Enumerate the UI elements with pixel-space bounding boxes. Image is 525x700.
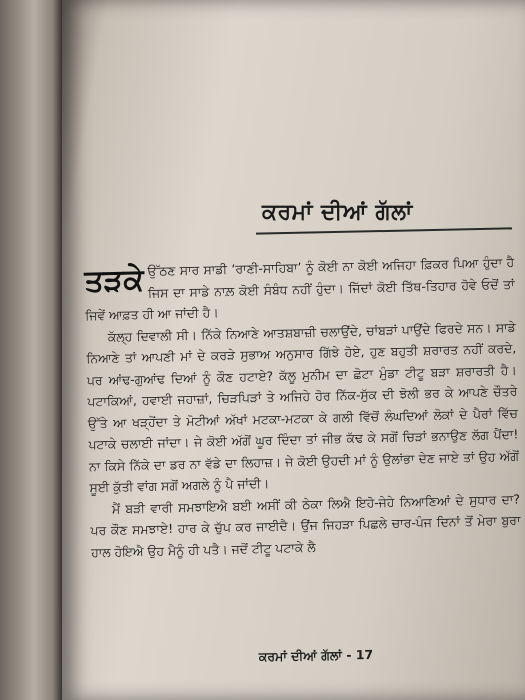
body-text <box>84 251 521 562</box>
paragraph-1 <box>84 251 515 326</box>
page-footer: ਕਰਮਾਂ ਦੀਆਂ ਗੱਲਾਂ - 17 <box>258 647 374 664</box>
chapter-title: ਕਰਮਾਂ ਦੀਆਂ ਗੱਲਾਂ <box>262 200 413 225</box>
paragraph-2: ਕੱਲ੍ਹ ਦਿਵਾਲੀ ਸੀ। ਨਿੱਕੇ ਨਿਆਣੇ ਆਤਸ਼ਬਾਜ਼ੀ ਚਲਾਉਂਦੇ, ਚਾਂਬੜਾਂ ਪਾਉਂਦੇ ਫਿਰਦੇ ਸਨ। ਸਾਡੇ ਨਿਆਣੇ ਤਾਂ ਆਪਣੀ ਮਾਂ ਦੇ ਕਰੜੇ ਸੁਭਾਅ ਅਨੁਸਾਰ ਗਿੱਝੇ ਹੋਏ, ਹੁਣ ਬਹੁਤੀ ਸ਼ਰਾਰਤ ਨਹੀਂ ਕਰਦੇ, ਪਰ ਆਂਢ-ਗੁਆਂਢ ਦਿਆਂ ਨੂੰ ਕੌਣ ਹਟਾਏ? ਕੱਲੂ ਮੁਨੀਮ ਦਾ ਛੋਟਾ ਮੁੰਡਾ ਟੀਟੂ ਬੜਾ ਸ਼ਰਾਰਤੀ ਹੈ। ਪਟਾਕਿਆਂ, ਹਵਾਈ ਜਹਾਜ਼ਾਂ, ਚਿੜਪਿੜਾਂ ਤੇ ਅਜਿਹੇ ਹੋਰ ਨਿੱਕ-ਸੁੱਕ ਦੀ ਝੋਲੀ ਭਰ ਕੇ ਆਪਣੇ ਚੌਤਰੇ ਉੱਤੇ ਆ ਖੜ੍ਹੋਂਦਾ ਤੇ ਮੋਟੀਆਂ ਅੱਖਾਂ ਮਟਕਾ-ਮਟਕਾ ਕੇ ਗਲੀ ਵਿੱਚੋਂ ਲੰਘਦਿਆਂ ਲੋਕਾਂ ਦੇ ਪੈਰਾਂ ਵਿੱਚ ਪਟਾਕੇ ਚਲਾਈ ਜਾਂਦਾ। ਜੇ ਕੋਈ ਅੱਗੋਂ ਘੂਰ ਦਿੰਦਾ ਤਾਂ ਜੀਭ ਕੱਢ ਕੇ ਸਗੋਂ ਚਿੜਾਂ ਭਨਾਉਣ ਲੱਗ ਪੈਂਦਾ! ਨਾ ਕਿਸੇ ਨਿੱਕੇ ਦਾ ਡਰ ਨਾ ਵੱਡੇ ਦਾ ਲਿਹਾਜ਼। ਜੇ ਕੋਈ ਉਹਦੀ ਮਾਂ ਨੂੰ ਉਲਾਂਭਾ ਦੇਣ ਜਾਏ ਤਾਂ ਉਹ ਅੱਗੋਂ ਸੂਈ ਕੁੱਤੀ ਵਾਂਗ ਸਗੋਂ ਅਗਲੇ ਨੂੰ ਪੈ ਜਾਂਦੀ। <box>86 318 520 495</box>
paragraph-3: ਮੈਂ ਬੜੀ ਵਾਰੀ ਸਮਝਾਇਐ ਬਈ ਅਸੀਂ ਕੀ ਠੇਕਾ ਲਿਐ ਇਹੋ-ਜੇਹੇ ਨਿਆਣਿਆਂ ਦੇ ਸੁਧਾਰ ਦਾ? ਪਰ ਕੌਣ ਸਮਝਾਏ! ਹਾਰ ਕੇ ਚੁੱਪ ਕਰ ਜਾਈਦੈ। ਉਂਜ ਜਿਹੜਾ ਪਿਛਲੇ ਚਾਰ-ਪੰਜ ਦਿਨਾਂ ਤੋਂ ਮੇਰਾ ਬੁਰਾ ਹਾਲ ਹੋਇਐ ਉਹ ਮੈਨੂੰ ਹੀ ਪਤੈ। ਜਦੋਂ ਟੀਟੂ ਪਟਾਕੇ ਲੈ <box>90 490 521 560</box>
drop-cap-word: ਤੜਕੇ <box>84 262 145 299</box>
paragraph-1-text: ਉੱਠਣ ਸਾਰ ਸਾਡੀ ‘ਰਾਣੀ-ਸਾਹਿਬਾ’ ਨੂੰ ਕੋਈ ਨਾ ਕੋਈ ਅਜਿਹਾ ਫ਼ਿਕਰ ਪਿਆ ਹੁੰਦਾ ਹੈ ਜਿਸ ਦਾ ਸਾਡੇ ਨਾਲ਼ ਕੋਈ ਸੰਬੰਧ ਨਹੀਂ ਹੁੰਦਾ। ਜਿੱਦਾਂ ਕੋਈ ਤਿੱਥ-ਤਿਹਾਰ ਹੋਵੇ ਓਦੋਂ ਤਾਂ ਜਿਵੇਂ ਆਫ਼ਤ ਹੀ ਆ ਜਾਂਦੀ ਹੈ। <box>85 254 515 323</box>
left-page-edge <box>0 0 62 700</box>
